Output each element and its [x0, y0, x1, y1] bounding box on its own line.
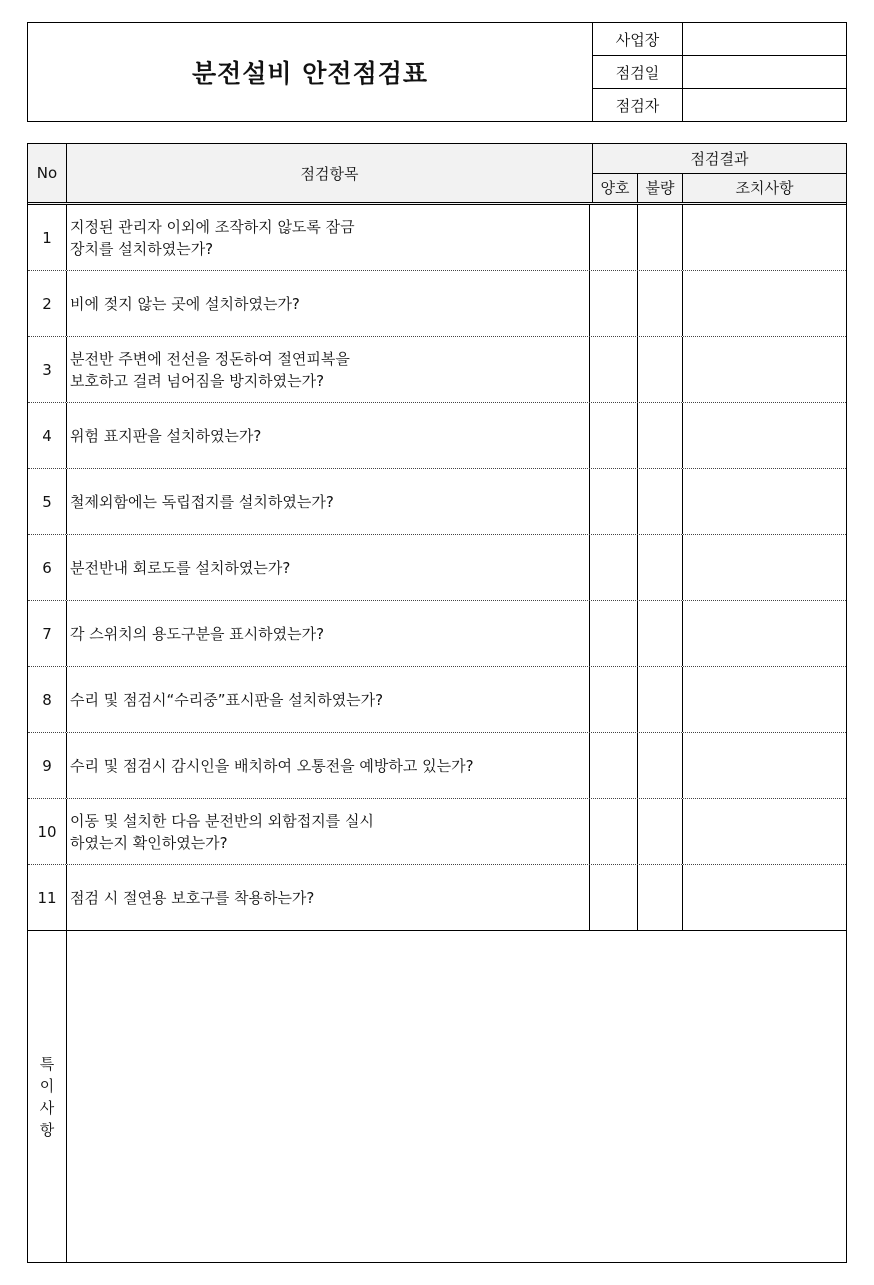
row-good-cell[interactable]	[593, 799, 638, 864]
table-row	[28, 205, 846, 271]
meta-row-site	[593, 23, 847, 55]
row-good-cell[interactable]	[593, 469, 638, 534]
table-row	[28, 337, 846, 403]
row-no: 10	[28, 799, 67, 864]
row-bad-cell[interactable]	[638, 271, 683, 336]
row-no: 8	[28, 667, 67, 732]
notes-label: 특이사항	[39, 1054, 55, 1139]
row-action-cell[interactable]	[683, 403, 846, 468]
row-good-cell[interactable]	[593, 271, 638, 336]
row-no: 9	[28, 733, 67, 798]
row-no: 2	[28, 271, 67, 336]
row-item: 각 스위치의 용도구분을 표시하였는가?	[67, 601, 590, 666]
row-bad-cell[interactable]	[638, 733, 683, 798]
row-bad-cell[interactable]	[638, 469, 683, 534]
table-row	[28, 733, 846, 799]
row-item: 점검 시 절연용 보호구를 착용하는가?	[67, 865, 590, 930]
row-item: 철제외함에는 독립접지를 설치하였는가?	[67, 469, 590, 534]
table-body	[28, 205, 846, 931]
row-good-cell[interactable]	[593, 733, 638, 798]
row-bad-cell[interactable]	[638, 337, 683, 402]
row-no: 3	[28, 337, 67, 402]
notes-label-cell	[28, 931, 67, 1262]
header-item: 점검항목	[67, 144, 593, 202]
inspector-label: 점검자	[593, 89, 683, 122]
row-no: 5	[28, 469, 67, 534]
row-action-cell[interactable]	[683, 337, 846, 402]
header-action: 조치사항	[735, 179, 794, 197]
site-label: 사업장	[593, 23, 683, 55]
row-good-cell[interactable]	[593, 601, 638, 666]
table-row	[28, 469, 846, 535]
document-title: 분전설비 안전점검표	[191, 59, 429, 88]
table-row	[28, 799, 846, 865]
inspector-field[interactable]	[683, 89, 847, 122]
row-no: 1	[28, 205, 67, 270]
row-item: 분전반내 회로도를 설치하였는가?	[67, 535, 590, 600]
row-no: 6	[28, 535, 67, 600]
row-item: 이동 및 설치한 다음 분전반의 외함접지를 실시 하였는지 확인하였는가?	[67, 799, 590, 864]
row-action-cell[interactable]	[683, 601, 846, 666]
row-item: 수리 및 점검시“수리중”표시판을 설치하였는가?	[67, 667, 590, 732]
header-good: 양호	[593, 173, 638, 202]
table-header	[28, 144, 846, 205]
site-field[interactable]	[683, 23, 847, 55]
notes-field[interactable]	[67, 931, 846, 1262]
document-header	[27, 22, 847, 122]
row-bad-cell[interactable]	[638, 799, 683, 864]
row-good-cell[interactable]	[593, 865, 638, 930]
meta-block	[592, 23, 847, 121]
date-field[interactable]	[683, 56, 847, 88]
row-bad-cell[interactable]	[638, 403, 683, 468]
table-row	[28, 865, 846, 931]
row-action-cell[interactable]	[683, 271, 846, 336]
row-no: 7	[28, 601, 67, 666]
row-item: 수리 및 점검시 감시인을 배치하여 오통전을 예방하고 있는가?	[67, 733, 590, 798]
row-bad-cell[interactable]	[638, 667, 683, 732]
row-action-cell[interactable]	[683, 469, 846, 534]
table-row	[28, 601, 846, 667]
row-good-cell[interactable]	[593, 667, 638, 732]
row-bad-cell[interactable]	[638, 865, 683, 930]
table-row	[28, 403, 846, 469]
row-item: 위험 표지판을 설치하였는가?	[67, 403, 590, 468]
row-no: 11	[28, 865, 67, 930]
row-bad-cell[interactable]	[638, 601, 683, 666]
row-bad-cell[interactable]	[638, 205, 683, 270]
checklist-table	[27, 143, 847, 1263]
row-action-cell[interactable]	[683, 667, 846, 732]
row-action-cell[interactable]	[683, 535, 846, 600]
special-notes	[28, 931, 846, 1262]
row-action-cell[interactable]	[683, 733, 846, 798]
row-bad-cell[interactable]	[638, 535, 683, 600]
meta-row-date	[593, 55, 847, 88]
row-item: 지정된 관리자 이외에 조작하지 않도록 잠금 장치를 설치하였는가?	[67, 205, 590, 270]
table-row	[28, 667, 846, 733]
row-good-cell[interactable]	[593, 403, 638, 468]
meta-row-inspector	[593, 88, 847, 122]
row-good-cell[interactable]	[593, 337, 638, 402]
row-good-cell[interactable]	[593, 205, 638, 270]
row-action-cell[interactable]	[683, 865, 846, 930]
row-item: 비에 젖지 않는 곳에 설치하였는가?	[67, 271, 590, 336]
table-row	[28, 271, 846, 337]
row-item: 분전반 주변에 전선을 정돈하여 절연피복을 보호하고 걸려 넘어짐을 방지하였는가?	[67, 337, 590, 402]
row-action-cell[interactable]	[683, 799, 846, 864]
row-action-cell[interactable]	[683, 205, 846, 270]
row-no: 4	[28, 403, 67, 468]
row-good-cell[interactable]	[593, 535, 638, 600]
header-result: 점검결과	[593, 144, 846, 174]
table-row	[28, 535, 846, 601]
header-no: No	[28, 144, 67, 202]
date-label: 점검일	[593, 56, 683, 88]
header-bad: 불량	[638, 173, 683, 202]
